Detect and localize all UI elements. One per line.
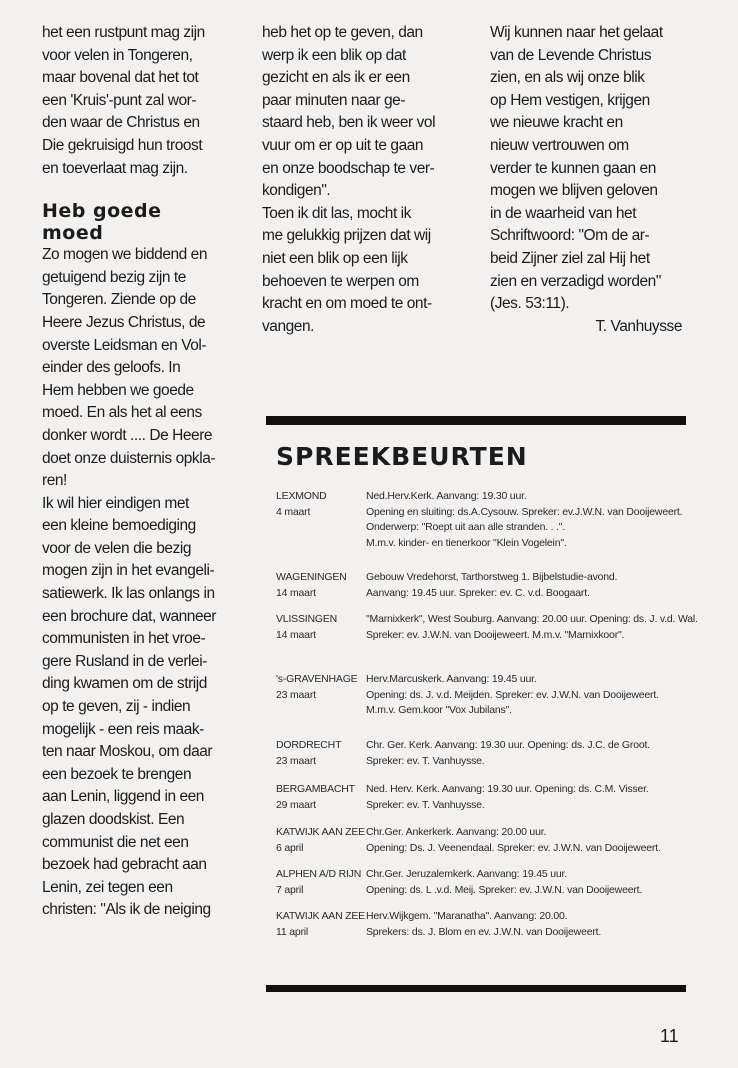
paragraph: [42, 244, 242, 922]
event-place-date: [276, 570, 371, 601]
text-line: "Marnixkerk", West Souburg. Aanvang: 20.00 uur. Opening: ds. J. v.d. Wal.: [366, 613, 698, 625]
text-line: mogen zijn in het evangeli-: [42, 562, 215, 580]
text-line: Aanvang: 19.45 uur. Spreker: ev. C. v.d. Boogaart.: [366, 586, 590, 599]
text-line: doet onze duisternis opkla-: [42, 449, 216, 467]
text-line: Spreker: ev. J.W.N. van Dooijeweert. M.m.v. "Marnixkoor".: [366, 628, 625, 641]
event-date: 11 april: [276, 925, 309, 938]
event-place-date: [276, 489, 371, 520]
text-line: Toen ik dit las, mocht ik: [262, 204, 411, 222]
text-line: einder des geloofs. In: [42, 359, 181, 377]
event-place-date: [276, 612, 371, 643]
text-line: ding kwamen om de strijd: [42, 675, 207, 693]
text-line: niet een blik op een lijk: [262, 249, 408, 267]
text-line: mogelijk - een reis maak-: [42, 720, 204, 738]
event-date: 23 maart: [276, 688, 316, 701]
event-place: KATWIJK AAN ZEE: [276, 826, 365, 838]
text-line: Opening en sluiting: ds.A.Cysouw. Spreker: ev.J.W.N. van Dooijeweert.: [366, 505, 683, 518]
text-line: Gebouw Vredehorst, Tarthorstweg 1. Bijbelstudie-avond.: [366, 571, 618, 583]
text-line: communist die net een: [42, 833, 189, 851]
text-line: ren!: [42, 472, 67, 490]
text-line: christen: "Als ik de neiging: [42, 901, 211, 919]
text-line: Ned. Herv. Kerk. Aanvang: 19.30 uur. Opening: ds. C.M. Visser.: [366, 783, 649, 795]
text-line: we nieuwe kracht en: [490, 114, 623, 132]
text-line: Die gekruisigd hun troost: [42, 136, 203, 154]
text-line: een 'Kruis'-punt zal wor-: [42, 91, 197, 109]
event-info: [366, 909, 696, 940]
text-line: staard heb, ben ik weer vol: [262, 114, 436, 132]
text-line: mogen we blijven geloven: [490, 182, 658, 200]
text-line: vangen.: [262, 317, 315, 335]
text-line: kracht en om moed te ont-: [262, 295, 432, 313]
text-line: satiewerk. Ik las onlangs in: [42, 585, 215, 603]
text-line: voor de velen die bezig: [42, 539, 192, 557]
text-line: den waar de Christus en: [42, 114, 200, 132]
event-info: [366, 782, 696, 813]
column-1: [42, 22, 242, 922]
event-place-date: [276, 782, 371, 813]
event-info: [366, 867, 696, 898]
event-place-date: [276, 909, 371, 940]
event-place: BERGAMBACHT: [276, 783, 355, 795]
text-line: Chr.Ger. Ankerkerk. Aanvang: 20.00 uur.: [366, 826, 547, 838]
text-line: ten naar Moskou, om daar: [42, 743, 213, 761]
text-line: Heere Jezus Christus, de: [42, 313, 206, 331]
text-line: Zo mogen we biddend en: [42, 246, 208, 264]
event-place: KATWIJK AAN ZEE: [276, 910, 365, 922]
event-info: [366, 570, 696, 601]
event-date: 23 maart: [276, 754, 316, 767]
text-line: een kleine bemoediging: [42, 517, 196, 535]
text-line: getuigend bezig zijn te: [42, 268, 186, 286]
text-line: vuur om er op uit te gaan: [262, 136, 424, 154]
text-line: bezoek had gebracht aan: [42, 856, 207, 874]
text-line: Lenin, zei tegen een: [42, 878, 173, 896]
event-info: [366, 825, 696, 856]
text-line: verder te kunnen gaan en: [490, 159, 656, 177]
text-line: moed. En als het al eens: [42, 404, 202, 422]
event-date: 14 maart: [276, 586, 316, 599]
heading-line: Heb goede: [42, 200, 162, 223]
text-line: zien, en als wij onze blik: [490, 69, 645, 87]
text-line: M.m.v. kinder- en tienerkoor "Klein Vogelein".: [366, 536, 567, 549]
event-place-date: [276, 672, 371, 703]
event-place-date: [276, 825, 371, 856]
event-place-date: [276, 867, 371, 898]
text-line: Opening: Ds. J. Veenendaal. Spreker: ev. J.W.N. van Dooijeweert.: [366, 841, 661, 854]
event-date: 7 april: [276, 883, 304, 896]
text-line: Wij kunnen naar het gelaat: [490, 24, 663, 41]
divider-bar: [266, 985, 686, 992]
event-info: [366, 738, 696, 769]
text-line: behoeven te werpen om: [262, 272, 419, 290]
text-line: beid Zijner ziel zal Hij het: [490, 249, 650, 267]
text-line: maar bovenal dat het tot: [42, 69, 199, 87]
text-line: Ik wil hier eindigen met: [42, 494, 189, 512]
text-line: communisten in het vroe-: [42, 630, 206, 648]
text-line: Spreker: ev. T. Vanhuysse.: [366, 754, 485, 767]
text-line: Ned.Herv.Kerk. Aanvang: 19.30 uur.: [366, 490, 527, 502]
text-line: een brochure dat, wanneer: [42, 607, 217, 625]
text-line: zien en verzadigd worden": [490, 272, 661, 290]
section-heading: [42, 200, 242, 244]
text-line: en onze boodschap te ver-: [262, 159, 435, 177]
text-line: glazen doodskist. Een: [42, 811, 185, 828]
text-line: op Hem vestigen, krijgen: [490, 91, 650, 109]
event-place: ALPHEN A/D RIJN: [276, 868, 362, 880]
event-date: 4 maart: [276, 505, 311, 518]
text-line: overste Leidsman en Vol-: [42, 336, 207, 354]
column-2: [262, 22, 482, 338]
paragraph: [42, 22, 242, 180]
event-info: [366, 489, 696, 551]
text-line: me gelukkig prijzen dat wij: [262, 227, 431, 245]
text-line: Onderwerp: "Roept uit aan alle stranden. . .".: [366, 521, 566, 533]
text-line: Herv.Marcuskerk. Aanvang: 19.45 uur.: [366, 673, 537, 685]
event-date: 14 maart: [276, 628, 316, 641]
section-title: SPREEKBEURTEN: [276, 442, 528, 471]
text-line: Herv.Wijkgem. "Maranatha". Aanvang: 20.00.: [366, 910, 568, 922]
divider-bar: [266, 416, 686, 425]
text-line: Spreker: ev. T. Vanhuysse.: [366, 798, 485, 811]
text-line: een bezoek te brengen: [42, 765, 192, 783]
text-line: heb het op te geven, dan: [262, 24, 423, 41]
event-date: 29 maart: [276, 798, 316, 811]
text-line: in de waarheid van het: [490, 204, 637, 222]
event-place: 's-GRAVENHAGE: [276, 673, 358, 685]
text-line: aan Lenin, liggend in een: [42, 788, 204, 806]
text-line: Hem hebben we goede: [42, 381, 194, 399]
text-line: werp ik een blik op dat: [262, 46, 406, 64]
text-line: nieuw vertrouwen om: [490, 136, 629, 154]
text-line: gere Rusland in de verlei-: [42, 652, 207, 670]
column-3: [490, 22, 690, 338]
text-line: Schriftwoord: "Om de ar-: [490, 227, 650, 245]
heading-line: moed: [42, 222, 104, 245]
text-line: Sprekers: ds. J. Blom en ev. J.W.N. van Dooijeweert.: [366, 925, 602, 938]
event-place: LEXMOND: [276, 490, 327, 502]
text-line: Opening: ds. J. v.d. Meijden. Spreker: ev. J.W.N. van Dooijeweert.: [366, 688, 659, 701]
text-line: en toeverlaat mag zijn.: [42, 159, 188, 177]
text-line: (Jes. 53:11).: [490, 295, 570, 313]
text-line: Opening: ds. L .v.d. Meij. Spreker: ev. J.W.N. van Dooijeweert.: [366, 883, 643, 896]
event-place: WAGENINGEN: [276, 571, 347, 583]
event-info: [366, 612, 696, 643]
event-place: VLISSINGEN: [276, 613, 338, 625]
text-line: van de Levende Christus: [490, 46, 652, 64]
author: T. Vanhuysse: [595, 317, 682, 335]
event-date: 6 april: [276, 841, 304, 854]
text-line: het een rustpunt mag zijn: [42, 24, 205, 41]
text-line: voor velen in Tongeren,: [42, 46, 193, 64]
event-place-date: [276, 738, 371, 769]
text-line: Chr.Ger. Jeruzalemkerk. Aanvang: 19.45 uur.: [366, 868, 567, 880]
text-line: Chr. Ger. Kerk. Aanvang: 19.30 uur. Opening: ds. J.C. de Groot.: [366, 739, 650, 751]
text-line: donker wordt .... De Heere: [42, 426, 213, 444]
text-line: op te geven, zij - indien: [42, 698, 191, 716]
text-line: Tongeren. Ziende op de: [42, 291, 196, 309]
page-number: 11: [660, 1026, 679, 1046]
event-place: DORDRECHT: [276, 739, 342, 751]
text-line: M.m.v. Gem.koor "Vox Jubilans".: [366, 704, 512, 716]
text-line: gezicht en als ik er een: [262, 69, 410, 87]
text-line: paar minuten naar ge-: [262, 91, 406, 109]
event-info: [366, 672, 696, 719]
text-line: kondigen".: [262, 182, 331, 200]
